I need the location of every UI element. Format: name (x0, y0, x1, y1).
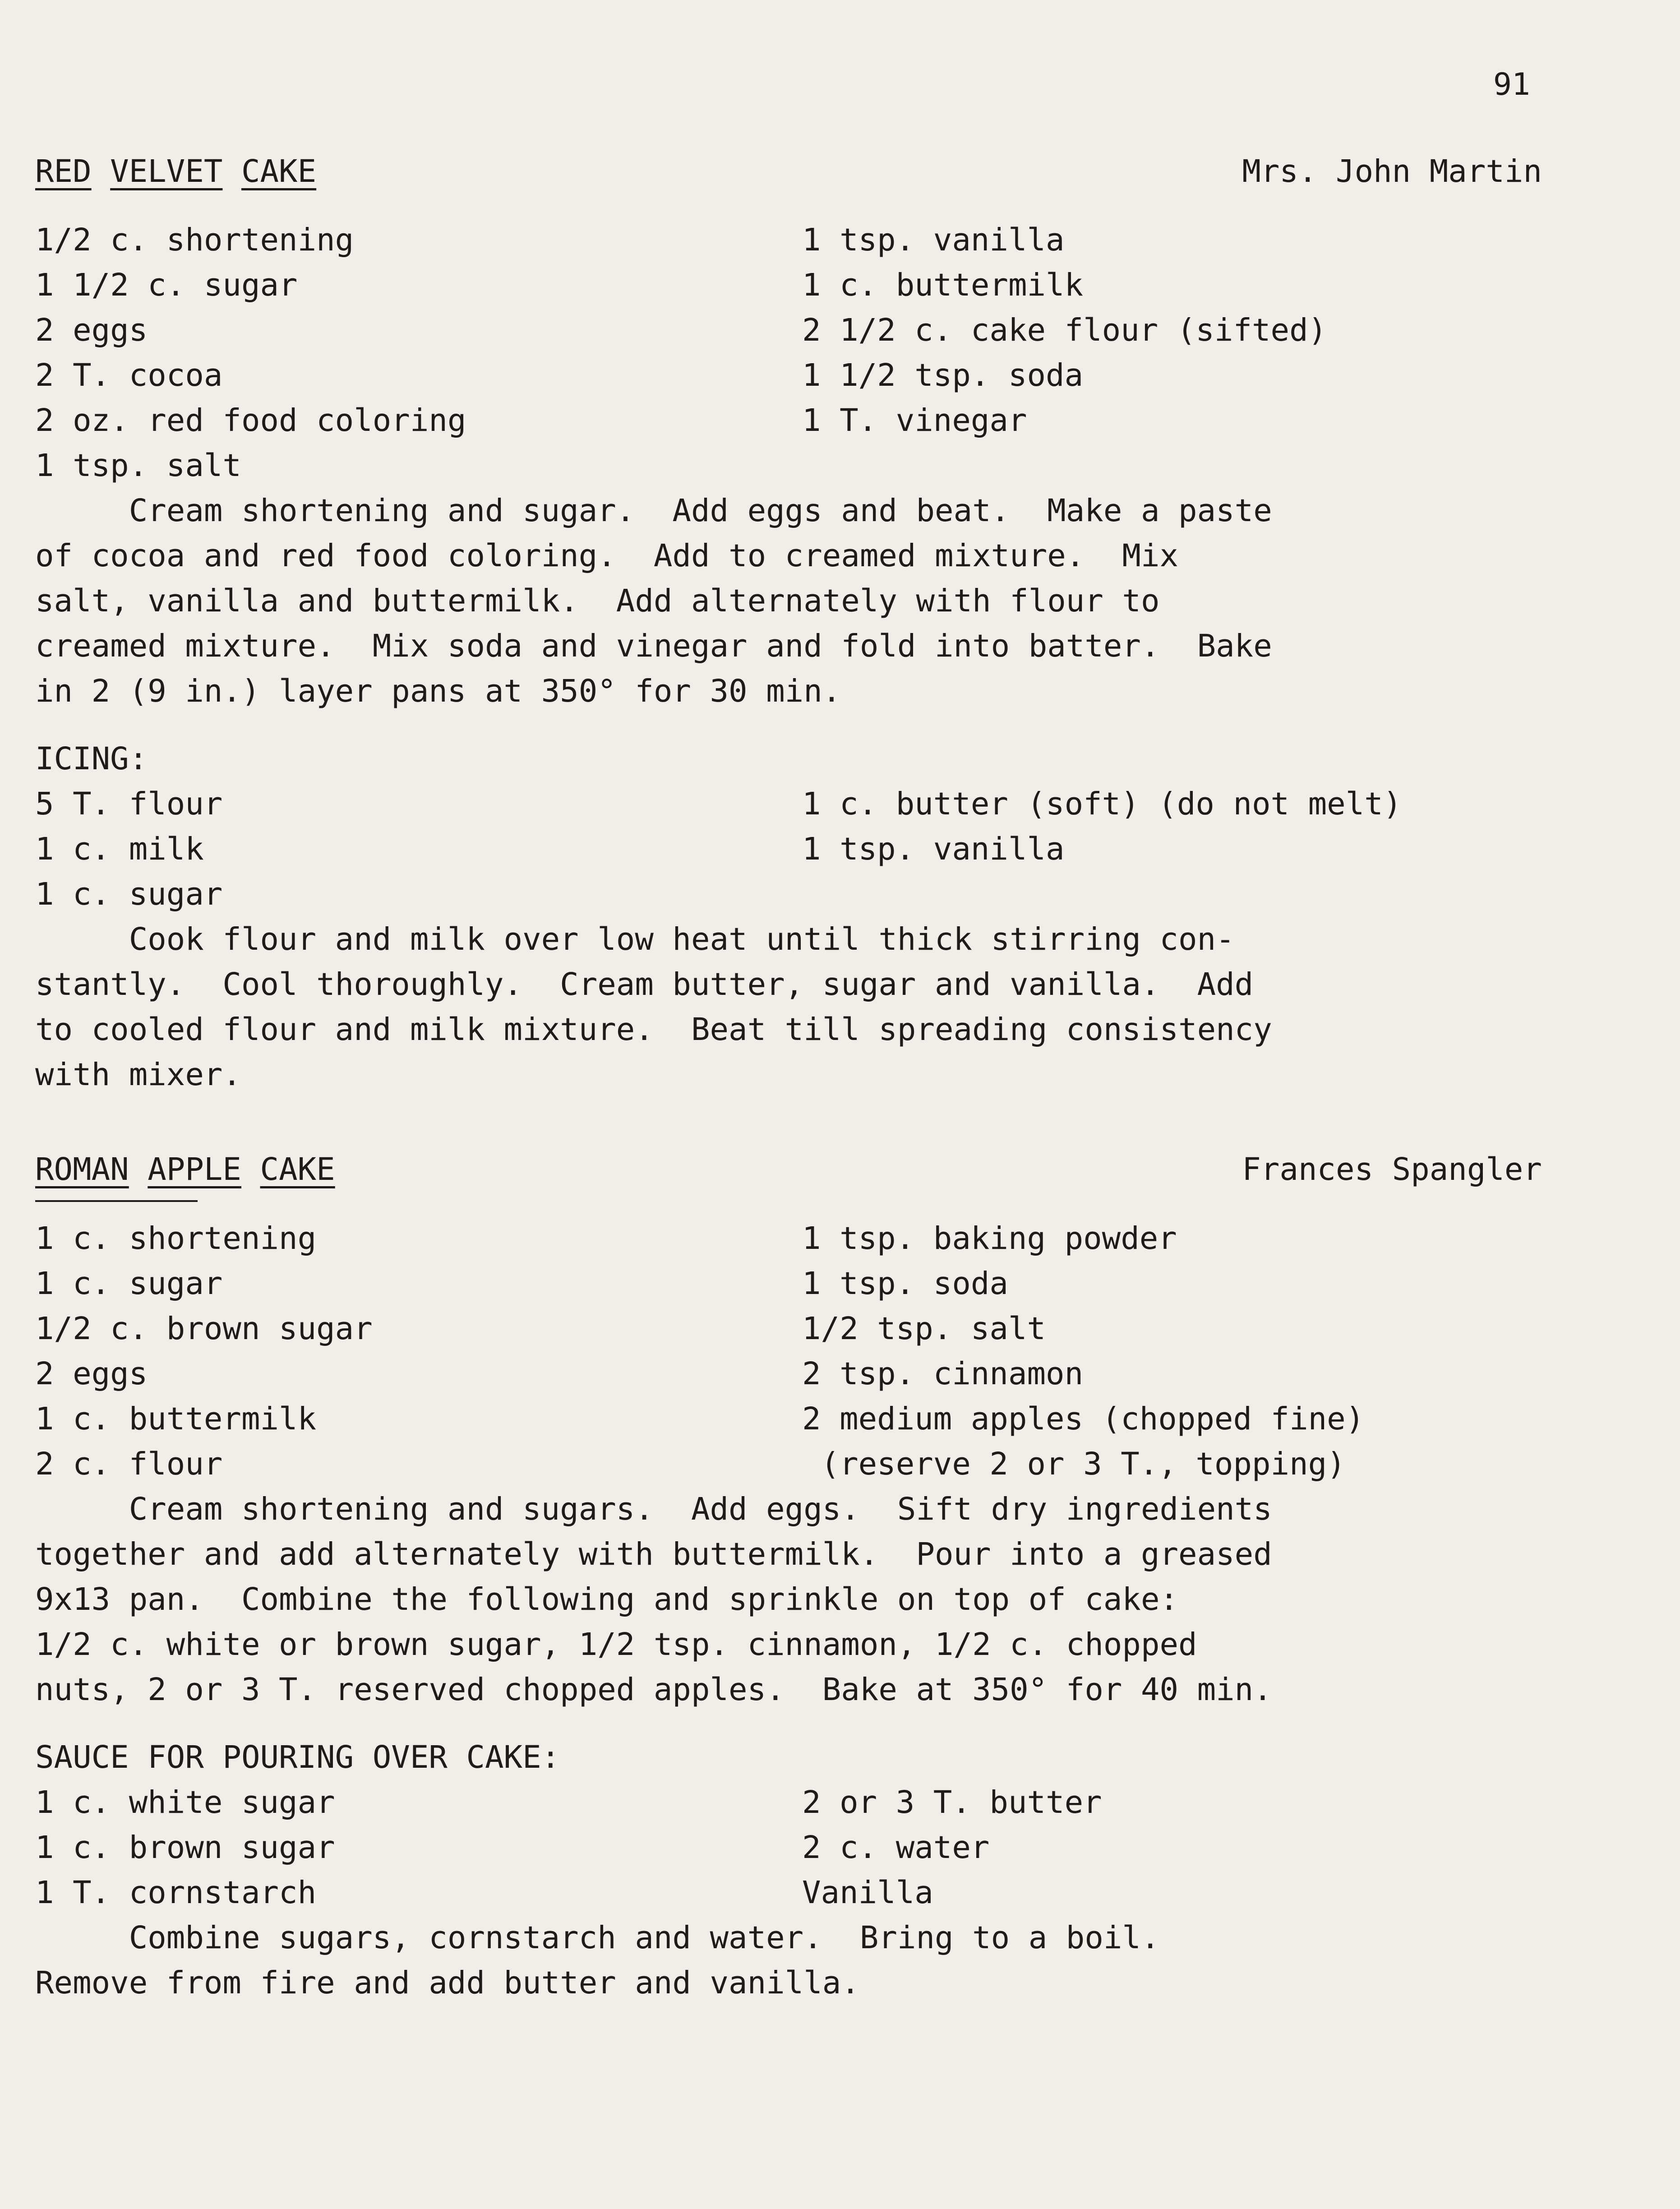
ingredient: 1 tsp. vanilla (802, 831, 1065, 867)
direction-line: with mixer. (35, 1057, 241, 1093)
ingredient: 1 tsp. soda (802, 1266, 1008, 1302)
ingredient: 2 oz. red food coloring (35, 402, 466, 439)
direction-line: to cooled flour and milk mixture. Beat till spreading consistency (35, 1012, 1272, 1048)
ingredient: 2 or 3 T. butter (802, 1784, 1102, 1821)
ingredient: 1 c. white sugar (35, 1784, 335, 1821)
direction-line: 9x13 pan. Combine the following and sprinkle on top of cake: (35, 1581, 1179, 1617)
ingredient: 1 c. sugar (35, 876, 223, 912)
ingredient: 2 1/2 c. cake flour (sifted) (802, 312, 1327, 348)
direction-line: 1/2 c. white or brown sugar, 1/2 tsp. cinnamon, 1/2 c. chopped (35, 1627, 1197, 1663)
direction-line: creamed mixture. Mix soda and vinegar and fold into batter. Bake (35, 628, 1272, 664)
ingredient: 1/2 c. shortening (35, 222, 354, 258)
ingredient: 1 tsp. vanilla (802, 222, 1065, 258)
ingredient: (reserve 2 or 3 T., topping) (802, 1446, 1346, 1482)
ingredient: 1 T. vinegar (802, 402, 1027, 439)
sub-heading: SAUCE FOR POURING OVER CAKE: (35, 1739, 560, 1775)
ingredient: 2 c. flour (35, 1446, 223, 1482)
ingredient: 1 c. sugar (35, 1266, 223, 1302)
ingredient: 1 T. cornstarch (35, 1875, 317, 1911)
recipe-title: RED VELVET CAKE (35, 153, 317, 189)
ingredient: 1 c. shortening (35, 1220, 317, 1257)
direction-line: Remove from fire and add butter and vanilla. (35, 1965, 860, 2001)
recipe-author: Frances Spangler (1242, 1151, 1542, 1188)
ingredient: 1 1/2 tsp. soda (802, 357, 1084, 393)
title-rule (35, 1200, 198, 1202)
ingredient: 1/2 tsp. salt (802, 1311, 1046, 1347)
direction-line: stantly. Cool thoroughly. Cream butter, sugar and vanilla. Add (35, 966, 1254, 1003)
ingredient: 1 c. buttermilk (35, 1401, 317, 1437)
ingredient: 1 tsp. baking powder (802, 1220, 1177, 1257)
ingredient: Vanilla (802, 1875, 933, 1911)
recipe-author: Mrs. John Martin (1242, 153, 1542, 189)
ingredient: 1 c. butter (soft) (do not melt) (802, 786, 1402, 822)
direction-line: Cream shortening and sugar. Add eggs and beat. Make a paste (35, 493, 1272, 529)
ingredient: 1 1/2 c. sugar (35, 267, 298, 303)
sub-heading: ICING: (35, 741, 148, 777)
direction-line: together and add alternately with buttermilk. Pour into a greased (35, 1536, 1272, 1572)
ingredient: 2 eggs (35, 1356, 148, 1392)
ingredient: 2 eggs (35, 312, 148, 348)
direction-line: salt, vanilla and buttermilk. Add alternately with flour to (35, 583, 1160, 619)
ingredient: 1 tsp. salt (35, 448, 241, 484)
ingredient: 2 c. water (802, 1830, 990, 1866)
ingredient: 1/2 c. brown sugar (35, 1311, 373, 1347)
ingredient: 1 c. brown sugar (35, 1830, 335, 1866)
ingredient: 5 T. flour (35, 786, 223, 822)
ingredient: 2 tsp. cinnamon (802, 1356, 1084, 1392)
direction-line: of cocoa and red food coloring. Add to creamed mixture. Mix (35, 538, 1179, 574)
direction-line: in 2 (9 in.) layer pans at 350° for 30 min. (35, 673, 841, 709)
direction-line: Combine sugars, cornstarch and water. Bring to a boil. (35, 1920, 1160, 1956)
direction-line: Cream shortening and sugars. Add eggs. Sift dry ingredients (35, 1491, 1272, 1527)
direction-line: nuts, 2 or 3 T. reserved chopped apples. Bake at 350° for 40 min. (35, 1672, 1272, 1708)
page-number: 91 (1493, 67, 1530, 102)
direction-line: Cook flour and milk over low heat until thick stirring con- (35, 921, 1235, 957)
ingredient: 2 medium apples (chopped fine) (802, 1401, 1365, 1437)
recipe-title: ROMAN APPLE CAKE (35, 1151, 335, 1188)
ingredient: 2 T. cocoa (35, 357, 223, 393)
ingredient: 1 c. milk (35, 831, 204, 867)
ingredient: 1 c. buttermilk (802, 267, 1084, 303)
